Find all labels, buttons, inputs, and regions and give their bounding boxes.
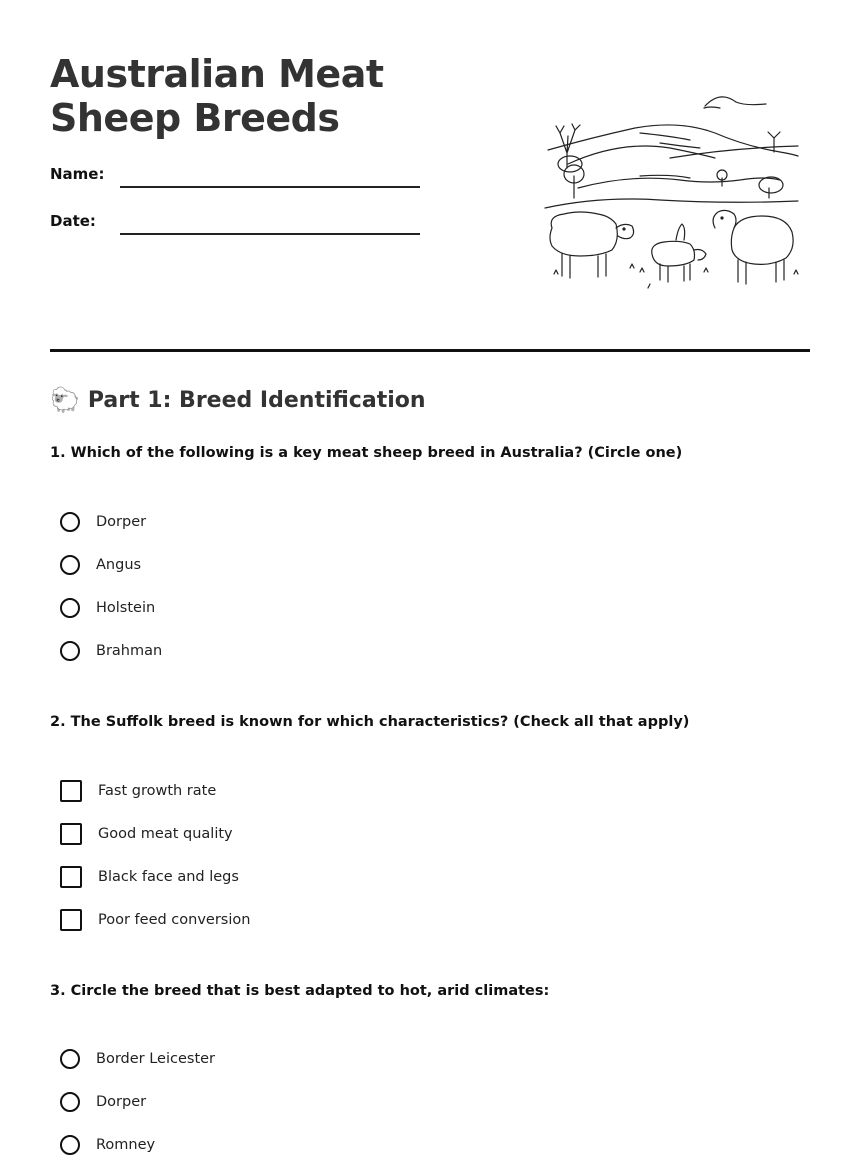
q2-option-black-face[interactable] [60, 865, 239, 889]
option-label: Border Leicester [96, 1051, 216, 1067]
checkbox[interactable] [60, 823, 82, 845]
q1-option-brahman[interactable] [60, 639, 162, 663]
option-label: Black face and legs [98, 869, 239, 885]
radio-circle[interactable] [60, 555, 80, 575]
q3-option-romney[interactable] [60, 1133, 155, 1157]
name-field[interactable] [120, 186, 420, 188]
checkbox[interactable] [60, 780, 82, 802]
q1-option-holstein[interactable] [60, 596, 155, 620]
option-label: Fast growth rate [98, 783, 217, 799]
radio-circle[interactable] [60, 641, 80, 661]
radio-circle[interactable] [60, 1092, 80, 1112]
q1-option-dorper[interactable] [60, 510, 146, 534]
question-3: 3. Circle the breed that is best adapted to hot, arid climates: [50, 983, 550, 999]
checkbox[interactable] [60, 866, 82, 888]
section-divider [50, 349, 810, 352]
option-label: Romney [96, 1137, 156, 1153]
radio-circle[interactable] [60, 1135, 80, 1155]
option-label: Brahman [96, 643, 163, 659]
q2-option-meat-quality[interactable] [60, 822, 233, 846]
option-label: Good meat quality [98, 826, 233, 842]
radio-circle[interactable] [60, 1049, 80, 1069]
name-label: Name: [50, 165, 105, 183]
section-heading-text: Part 1: Breed Identification [87, 387, 426, 413]
date-label: Date: [50, 212, 96, 230]
option-label: Holstein [96, 600, 156, 616]
question-2: 2. The Suffolk breed is known for which characteristics? (Check all that apply) [50, 714, 690, 730]
q3-option-border-leicester[interactable] [60, 1047, 215, 1071]
section-heading [50, 386, 426, 414]
sheep-icon: 🐑 [50, 386, 80, 414]
radio-circle[interactable] [60, 512, 80, 532]
worksheet-title: Australian Meat Sheep Breeds [50, 52, 384, 140]
q1-option-angus[interactable] [60, 553, 141, 577]
sheep-landscape-illustration [540, 88, 805, 293]
date-field[interactable] [120, 233, 420, 235]
q2-option-poor-feed[interactable] [60, 908, 250, 932]
option-label: Dorper [96, 1094, 147, 1110]
option-label: Angus [96, 557, 142, 573]
option-label: Poor feed conversion [98, 912, 251, 928]
option-label: Dorper [96, 514, 147, 530]
question-1: 1. Which of the following is a key meat sheep breed in Australia? (Circle one) [50, 445, 683, 461]
checkbox[interactable] [60, 909, 82, 931]
radio-circle[interactable] [60, 598, 80, 618]
q3-option-dorper[interactable] [60, 1090, 146, 1114]
q2-option-fast-growth[interactable] [60, 779, 216, 803]
